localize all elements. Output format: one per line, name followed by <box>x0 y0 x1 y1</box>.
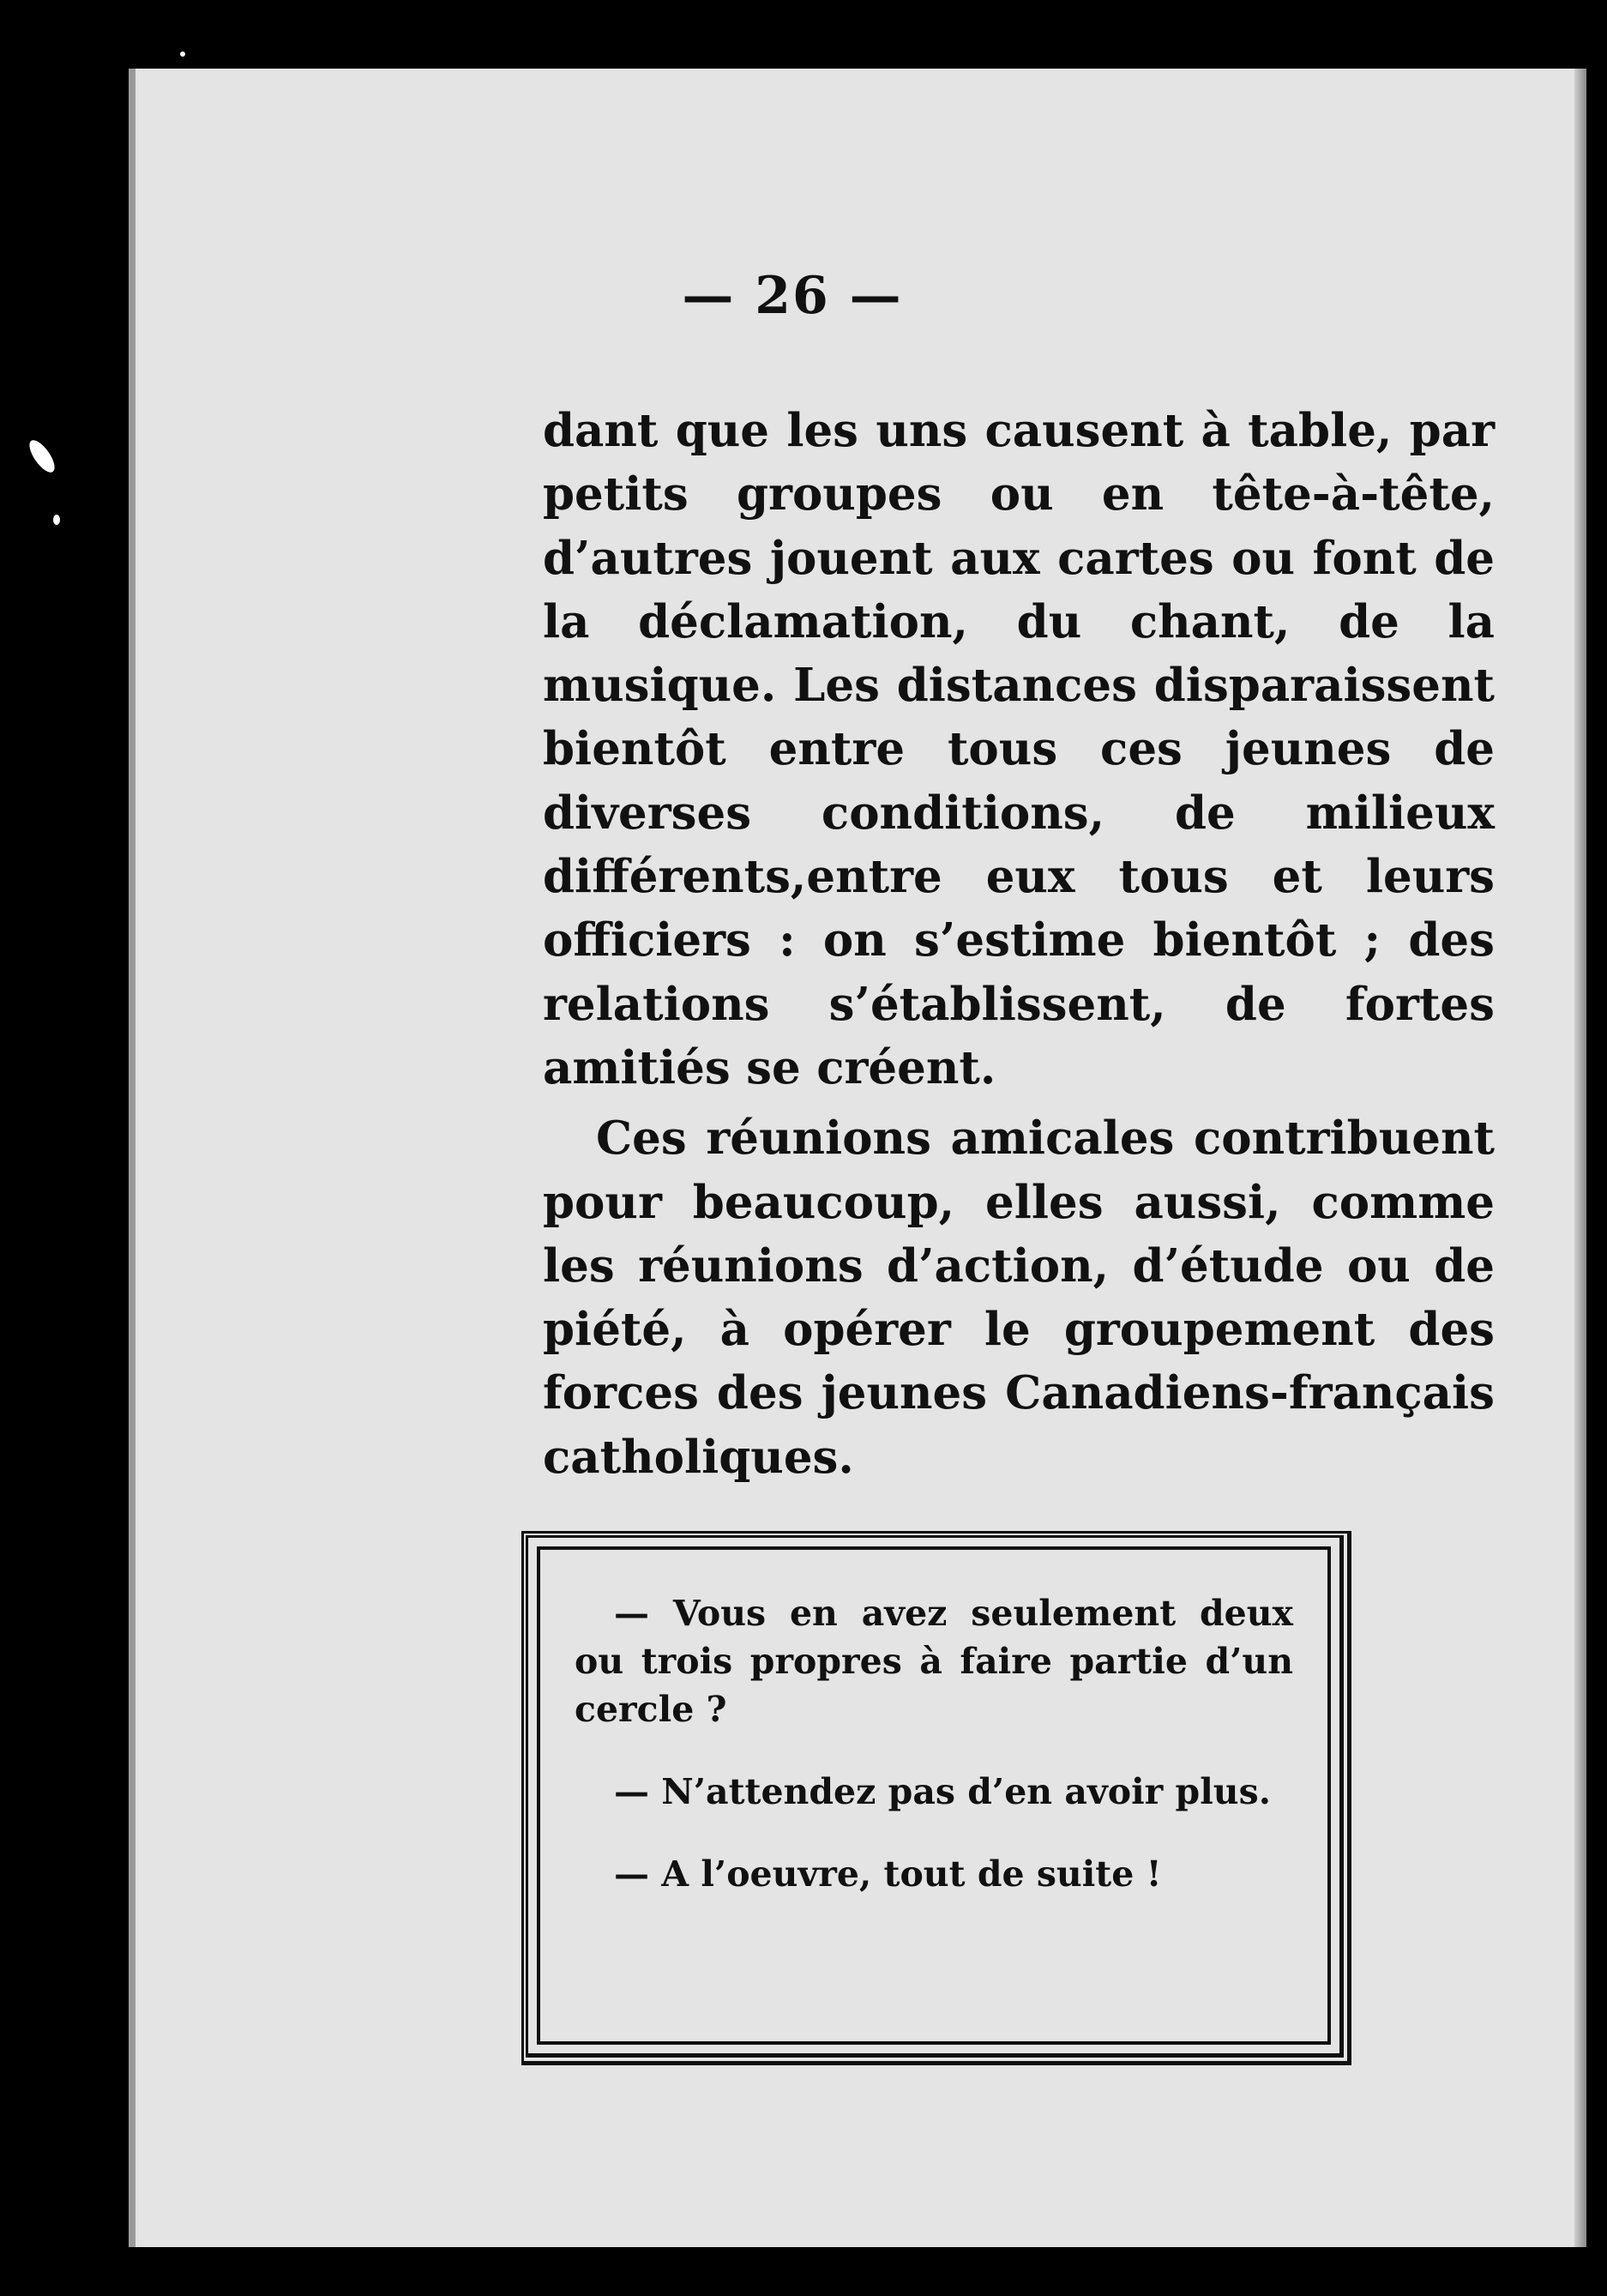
paragraph-1: dant que les uns causent à table, par petits groupes ou en tête-à-tête, d’autres jouent aux cartes ou font de la déclamation, du chant, de la musique. Les distances disparaissent bientôt entre tous ces jeunes de diverses conditions, de milieux différents,entre eux tous et leurs officiers : on s’estime bientôt ; des relations s’établissent, de fortes amitiés se créent. <box>543 404 1495 1094</box>
scan-speck <box>25 437 59 476</box>
paragraph-2: Ces réunions amicales contribuent pour beaucoup, elles aussi, comme les réunions d’action, d’étude ou de piété, à opérer le groupement des forces des jeunes Canadiens-français catholiques. <box>543 1112 1495 1484</box>
scan-speck <box>53 515 60 525</box>
callout-inner <box>537 1546 1331 2045</box>
callout-line-2: — N’attendez pas d’en avoir plus. <box>614 1771 1271 1812</box>
scan-speck <box>180 51 185 57</box>
callout-box <box>521 1531 1351 2065</box>
page-number: — 26 — <box>682 266 903 326</box>
page-edge-shadow <box>1574 69 1586 2247</box>
callout-line-1: — Vous en avez seulement deux ou trois propres à faire partie d’un cercle ? <box>575 1593 1293 1730</box>
book-page <box>129 69 1586 2247</box>
body-text <box>543 399 1495 1489</box>
callout-line-3: — A l’oeuvre, tout de suite ! <box>614 1853 1162 1895</box>
